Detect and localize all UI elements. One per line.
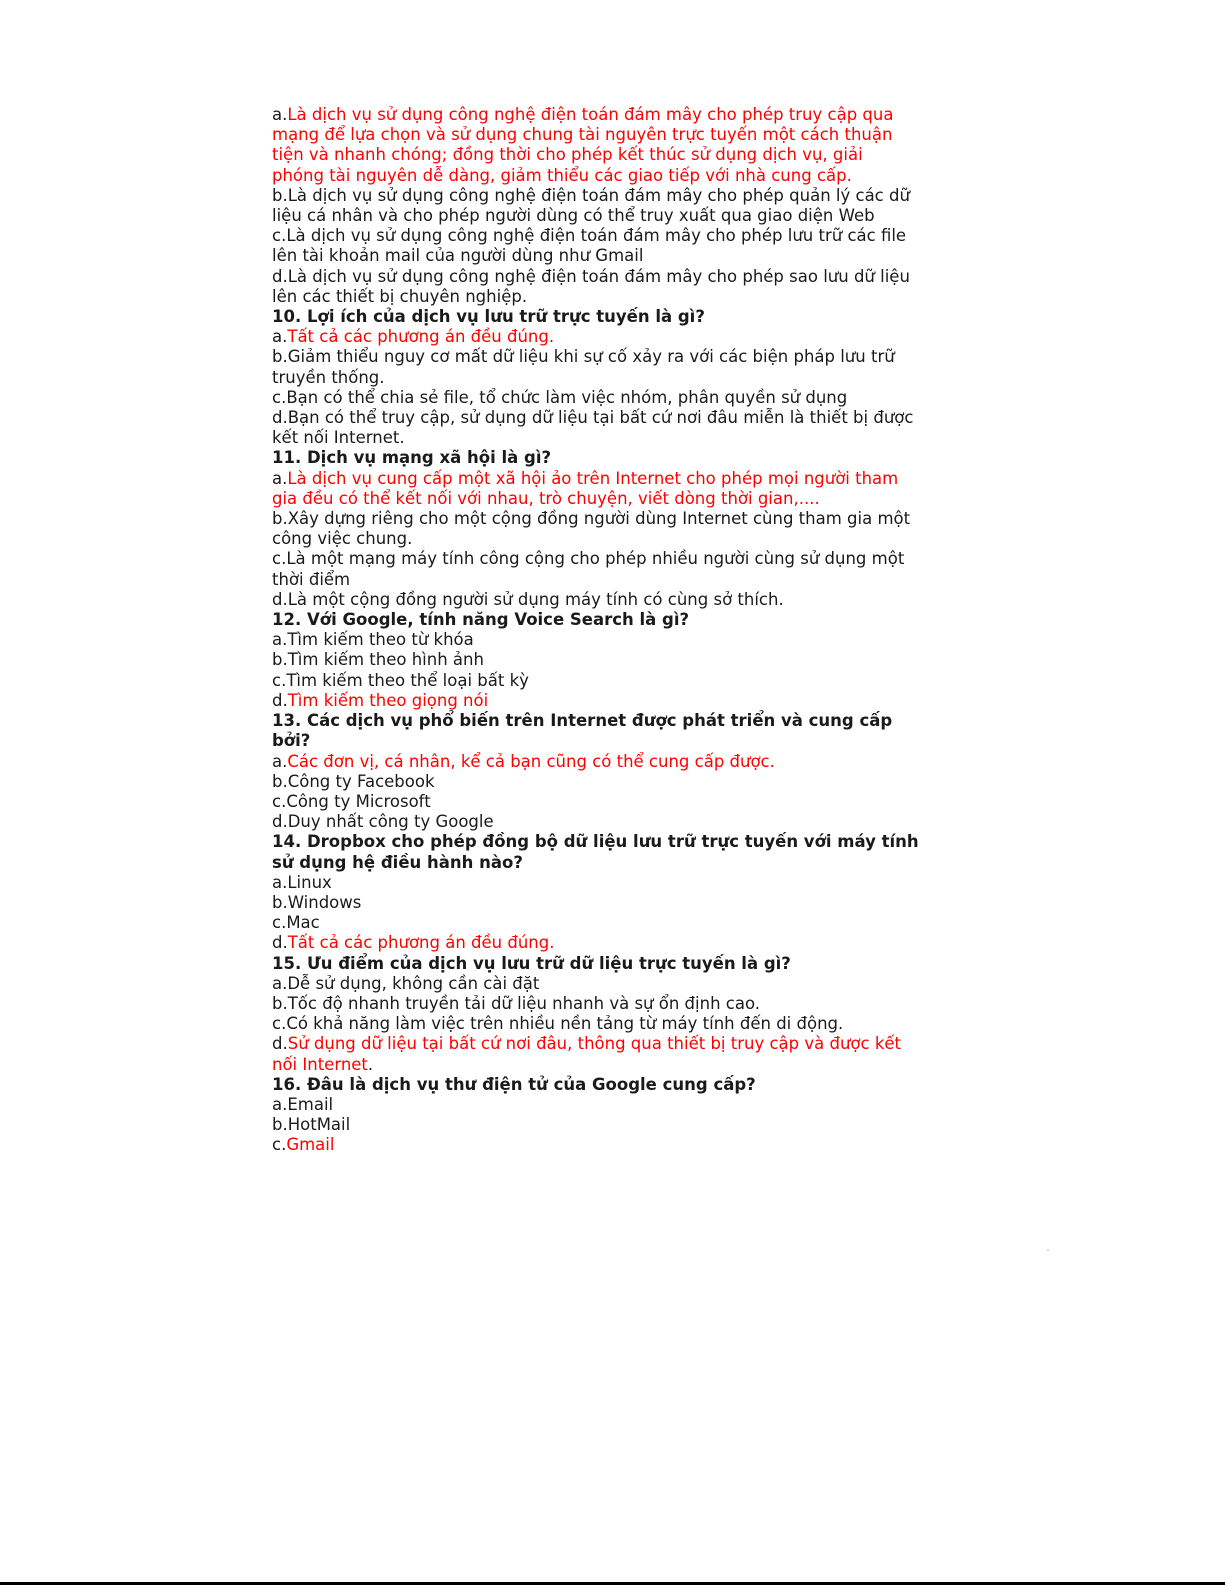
correct-answer-text: Là dịch vụ sử dụng công nghệ điện toán đám mây cho phép truy cập qua <box>287 105 894 124</box>
q15-option-c: c.Có khả năng làm việc trên nhiều nền tảng từ máy tính đến di động. <box>272 1014 844 1034</box>
option-prefix: d. <box>272 690 288 710</box>
option-text: c.Là một mạng máy tính công cộng cho phép nhiều người cùng sử dụng một <box>272 549 905 569</box>
question-13-title <box>272 711 962 751</box>
question-text: 13. Các dịch vụ phổ biến trên Internet được phát triển và cung cấp <box>272 711 893 731</box>
q10-option-b <box>272 347 962 387</box>
option-text: b.Xây dựng riêng cho một cộng đồng người dùng Internet cùng tham gia một <box>272 509 911 529</box>
q14-option-d <box>272 933 962 953</box>
correct-answer-text: Tìm kiếm theo giọng nói <box>287 690 489 710</box>
q9-option-c <box>272 226 962 266</box>
q11-option-d: d.Là một cộng đồng người sử dụng máy tính có cùng sở thích. <box>272 589 784 609</box>
option-text: truyền thống. <box>272 367 385 387</box>
q15-option-a: a.Dễ sử dụng, không cần cài đặt <box>272 973 540 993</box>
q14-option-a: a.Linux <box>272 872 332 892</box>
option-text: thời điểm <box>272 569 351 589</box>
option-text: công việc chung. <box>272 529 413 549</box>
q10-option-a <box>272 327 962 347</box>
option-prefix: a. <box>272 105 288 124</box>
q16-option-a: a.Email <box>272 1094 334 1114</box>
q12-option-b: b.Tìm kiếm theo hình ảnh <box>272 650 484 670</box>
question-11-title: 11. Dịch vụ mạng xã hội là gì? <box>272 448 552 468</box>
option-text: liệu cá nhân và cho phép người dùng có thể truy xuất qua giao diện Web <box>272 206 875 226</box>
option-suffix: . <box>367 1054 374 1074</box>
q15-option-d <box>272 1034 962 1074</box>
q13-option-b: b.Công ty Facebook <box>272 771 435 791</box>
q10-option-d <box>272 408 962 448</box>
option-text: d.Bạn có thể truy cập, sử dụng dữ liệu tại bất cứ nơi đâu miễn là thiết bị được <box>272 408 914 428</box>
q9-option-d <box>272 267 962 307</box>
question-16-title: 16. Đâu là dịch vụ thư điện tử của Google cung cấp? <box>272 1074 756 1094</box>
q13-option-d: d.Duy nhất công ty Google <box>272 812 494 832</box>
correct-answer-text: Tất cả các phương án đều đúng. <box>287 327 555 347</box>
option-prefix: a. <box>272 751 288 771</box>
correct-answer-text: Các đơn vị, cá nhân, kể cả bạn cũng có thể cung cấp được. <box>287 751 775 771</box>
correct-answer-text: Gmail <box>286 1135 335 1155</box>
q12-option-c: c.Tìm kiếm theo thể loại bất kỳ <box>272 670 529 690</box>
correct-answer-text: tiện và nhanh chóng; đồng thời cho phép kết thúc sử dụng dịch vụ, giải <box>272 145 863 165</box>
question-text: sử dụng hệ điều hành nào? <box>272 852 523 872</box>
q12-option-a: a.Tìm kiếm theo từ khóa <box>272 630 474 650</box>
correct-answer-text: Sử dụng dữ liệu tại bất cứ nơi đâu, thông qua thiết bị truy cập và được kết <box>287 1034 902 1054</box>
question-14-title <box>272 832 962 872</box>
q15-option-b: b.Tốc độ nhanh truyền tải dữ liệu nhanh và sự ổn định cao. <box>272 993 760 1013</box>
option-prefix: a. <box>272 468 288 488</box>
option-text: b.Giảm thiểu nguy cơ mất dữ liệu khi sự cố xảy ra với các biện pháp lưu trữ <box>272 347 895 367</box>
option-text: c.Là dịch vụ sử dụng công nghệ điện toán đám mây cho phép lưu trữ các file <box>272 226 907 246</box>
question-12-title: 12. Với Google, tính năng Voice Search là gì? <box>272 610 690 630</box>
question-text: 14. Dropbox cho phép đồng bộ dữ liệu lưu trữ trực tuyến với máy tính <box>272 832 919 852</box>
q13-option-a <box>272 752 962 772</box>
option-text: lên các thiết bị chuyên nghiệp. <box>272 286 528 306</box>
question-15-title: 15. Ưu điểm của dịch vụ lưu trữ dữ liệu trực tuyến là gì? <box>272 953 791 973</box>
q13-option-c: c.Công ty Microsoft <box>272 791 431 811</box>
correct-answer-text: Tất cả các phương án đều đúng. <box>287 933 555 953</box>
option-text: b.Là dịch vụ sử dụng công nghệ điện toán đám mây cho phép quản lý các dữ <box>272 185 910 205</box>
q14-option-b: b.Windows <box>272 892 362 912</box>
option-text: lên tài khoản mail của người dùng như Gmail <box>272 246 644 266</box>
correct-answer-text: phóng tài nguyên dễ dàng, giảm thiểu các giao tiếp với nhà cung cấp. <box>272 165 852 185</box>
option-text: d.Là dịch vụ sử dụng công nghệ điện toán đám mây cho phép sao lưu dữ liệu <box>272 266 910 286</box>
question-10-title: 10. Lợi ích của dịch vụ lưu trữ trực tuyến là gì? <box>272 307 705 327</box>
correct-answer-text: gia đều có thể kết nối với nhau, trò chuyện, viết dòng thời gian,.... <box>272 488 820 508</box>
q12-option-d <box>272 691 962 711</box>
quiz-document <box>272 105 962 1156</box>
q9-option-a <box>272 105 962 186</box>
q11-option-c <box>272 549 962 589</box>
q9-option-b <box>272 186 962 226</box>
question-text: bởi? <box>272 731 311 751</box>
option-text: kết nối Internet. <box>272 428 405 448</box>
q14-option-c: c.Mac <box>272 913 320 933</box>
correct-answer-text: Là dịch vụ cung cấp một xã hội ảo trên Internet cho phép mọi người tham <box>287 468 899 488</box>
option-prefix: d. <box>272 1034 288 1054</box>
correct-answer-text: mạng để lựa chọn và sử dụng chung tài nguyên trực tuyến một cách thuận <box>272 125 893 145</box>
q11-option-b <box>272 509 962 549</box>
option-prefix: a. <box>272 327 288 347</box>
option-prefix: c. <box>272 1135 287 1155</box>
correct-answer-text: nối Internet <box>272 1054 368 1074</box>
speck-mark <box>1047 1249 1049 1251</box>
q10-option-c: c.Bạn có thể chia sẻ file, tổ chức làm việc nhóm, phân quyền sử dụng <box>272 387 848 407</box>
q11-option-a <box>272 469 962 509</box>
q16-option-c <box>272 1135 962 1155</box>
option-prefix: d. <box>272 933 288 953</box>
q16-option-b: b.HotMail <box>272 1115 351 1135</box>
